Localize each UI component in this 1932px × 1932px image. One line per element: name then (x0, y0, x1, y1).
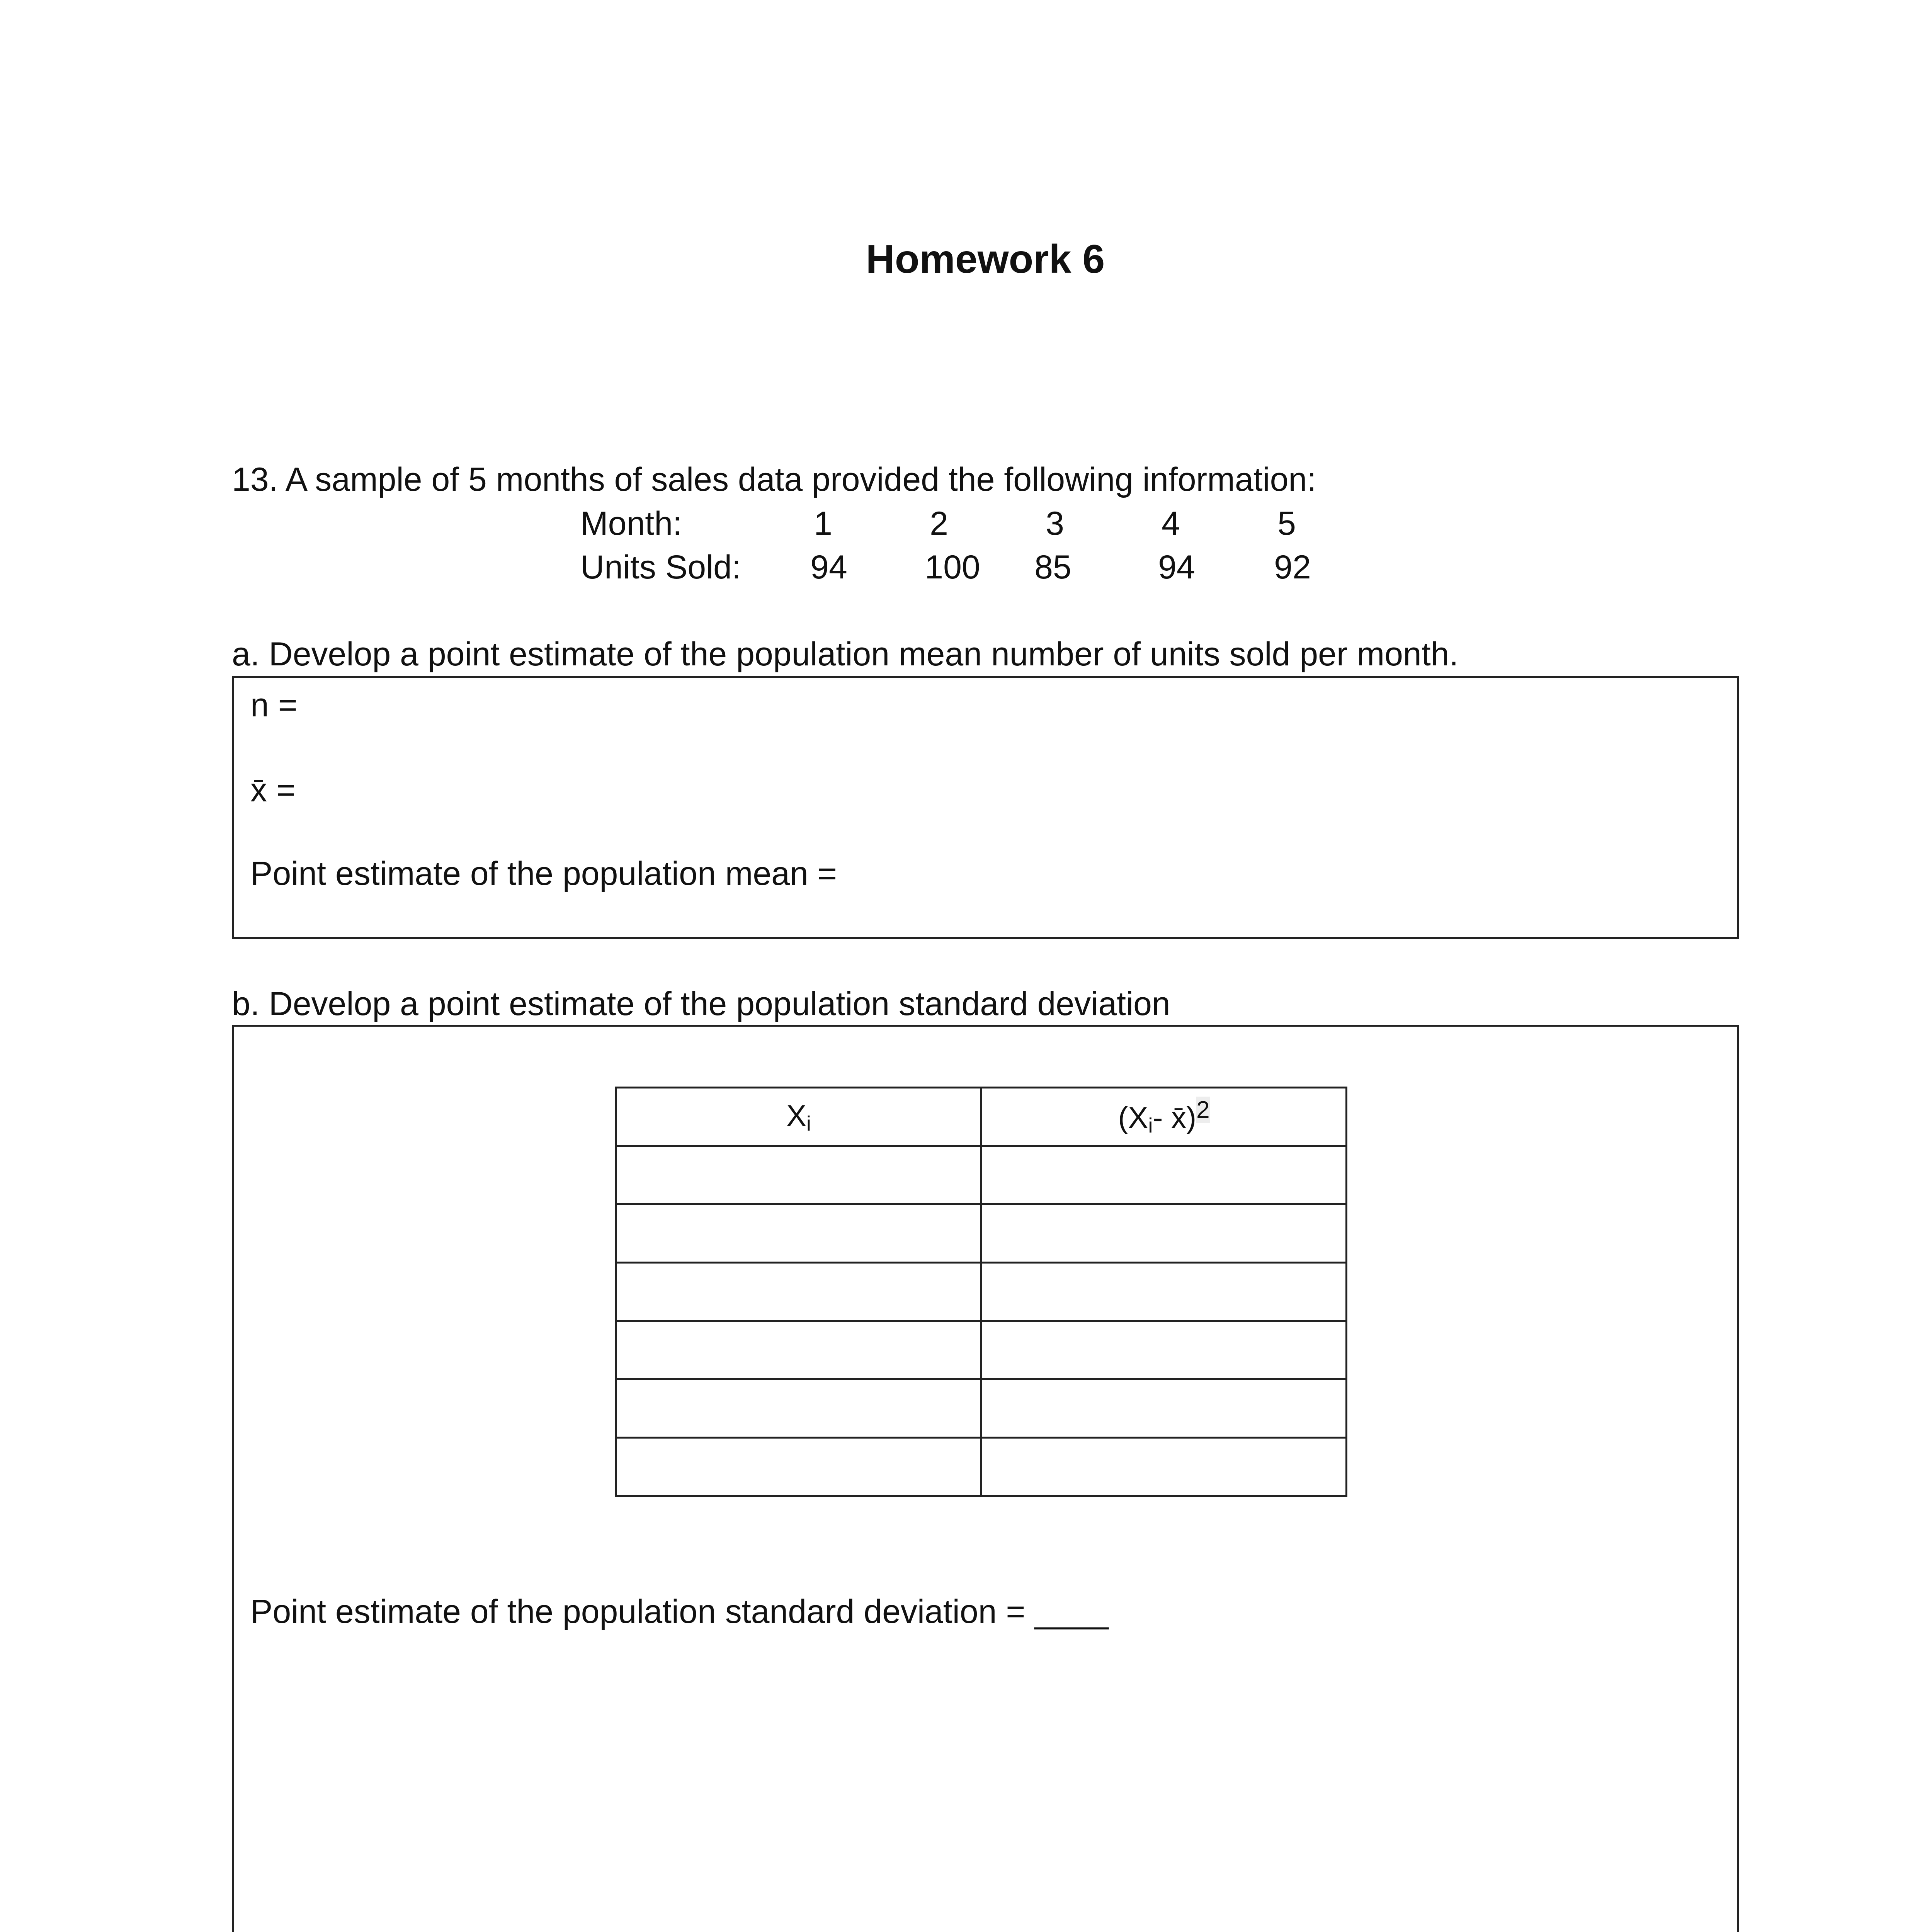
units-2: 100 (925, 549, 980, 586)
xbar-label: x̄ = (250, 772, 296, 809)
table-row (616, 1263, 1347, 1321)
month-3: 3 (1046, 505, 1064, 542)
month-5: 5 (1277, 505, 1296, 542)
month-4: 4 (1162, 505, 1180, 542)
n-label: n = (250, 687, 298, 724)
units-3: 85 (1034, 549, 1071, 586)
part-a-prompt: a. Develop a point estimate of the population mean number of units sold per month. (232, 636, 1459, 673)
units-1: 94 (810, 549, 847, 586)
month-2: 2 (930, 505, 948, 542)
table-row (616, 1379, 1347, 1438)
units-5: 92 (1274, 549, 1311, 586)
xi-cell[interactable] (616, 1263, 981, 1321)
table-row (616, 1321, 1347, 1379)
units-sold-label: Units Sold: (580, 549, 741, 586)
q13-prompt: 13. A sample of 5 months of sales data provided the following information: (232, 461, 1316, 498)
part-b-prompt: b. Develop a point estimate of the population standard deviation (232, 985, 1170, 1022)
table-header-row (616, 1088, 1347, 1146)
xi-cell[interactable] (616, 1379, 981, 1438)
xi-cell[interactable] (616, 1146, 981, 1204)
xi-cell[interactable] (616, 1204, 981, 1263)
squared-deviation-cell[interactable] (981, 1321, 1347, 1379)
xi-cell[interactable] (616, 1438, 981, 1496)
page-title: Homework 6 (866, 237, 1105, 282)
part-a-answer-box (232, 676, 1739, 939)
squared-deviation-cell[interactable] (981, 1146, 1347, 1204)
table-row (616, 1438, 1347, 1496)
deviation-table (615, 1087, 1347, 1497)
xi-cell[interactable] (616, 1321, 981, 1379)
table-row (616, 1204, 1347, 1263)
units-4: 94 (1158, 549, 1195, 586)
month-1: 1 (814, 505, 832, 542)
squared-deviation-header: ($X_i-$ x̄)$^2$ (981, 1088, 1347, 1146)
squared-deviation-cell[interactable] (981, 1263, 1347, 1321)
squared-deviation-cell[interactable] (981, 1204, 1347, 1263)
squared-deviation-cell[interactable] (981, 1438, 1347, 1496)
mean-estimate-label: Point estimate of the population mean = (250, 855, 837, 892)
sd-estimate-label: Point estimate of the population standard deviation = ____ (250, 1593, 1109, 1630)
month-label: Month: (580, 505, 682, 542)
squared-deviation-cell[interactable] (981, 1379, 1347, 1438)
xi-header: $X_i$ (616, 1088, 981, 1146)
table-row (616, 1146, 1347, 1204)
